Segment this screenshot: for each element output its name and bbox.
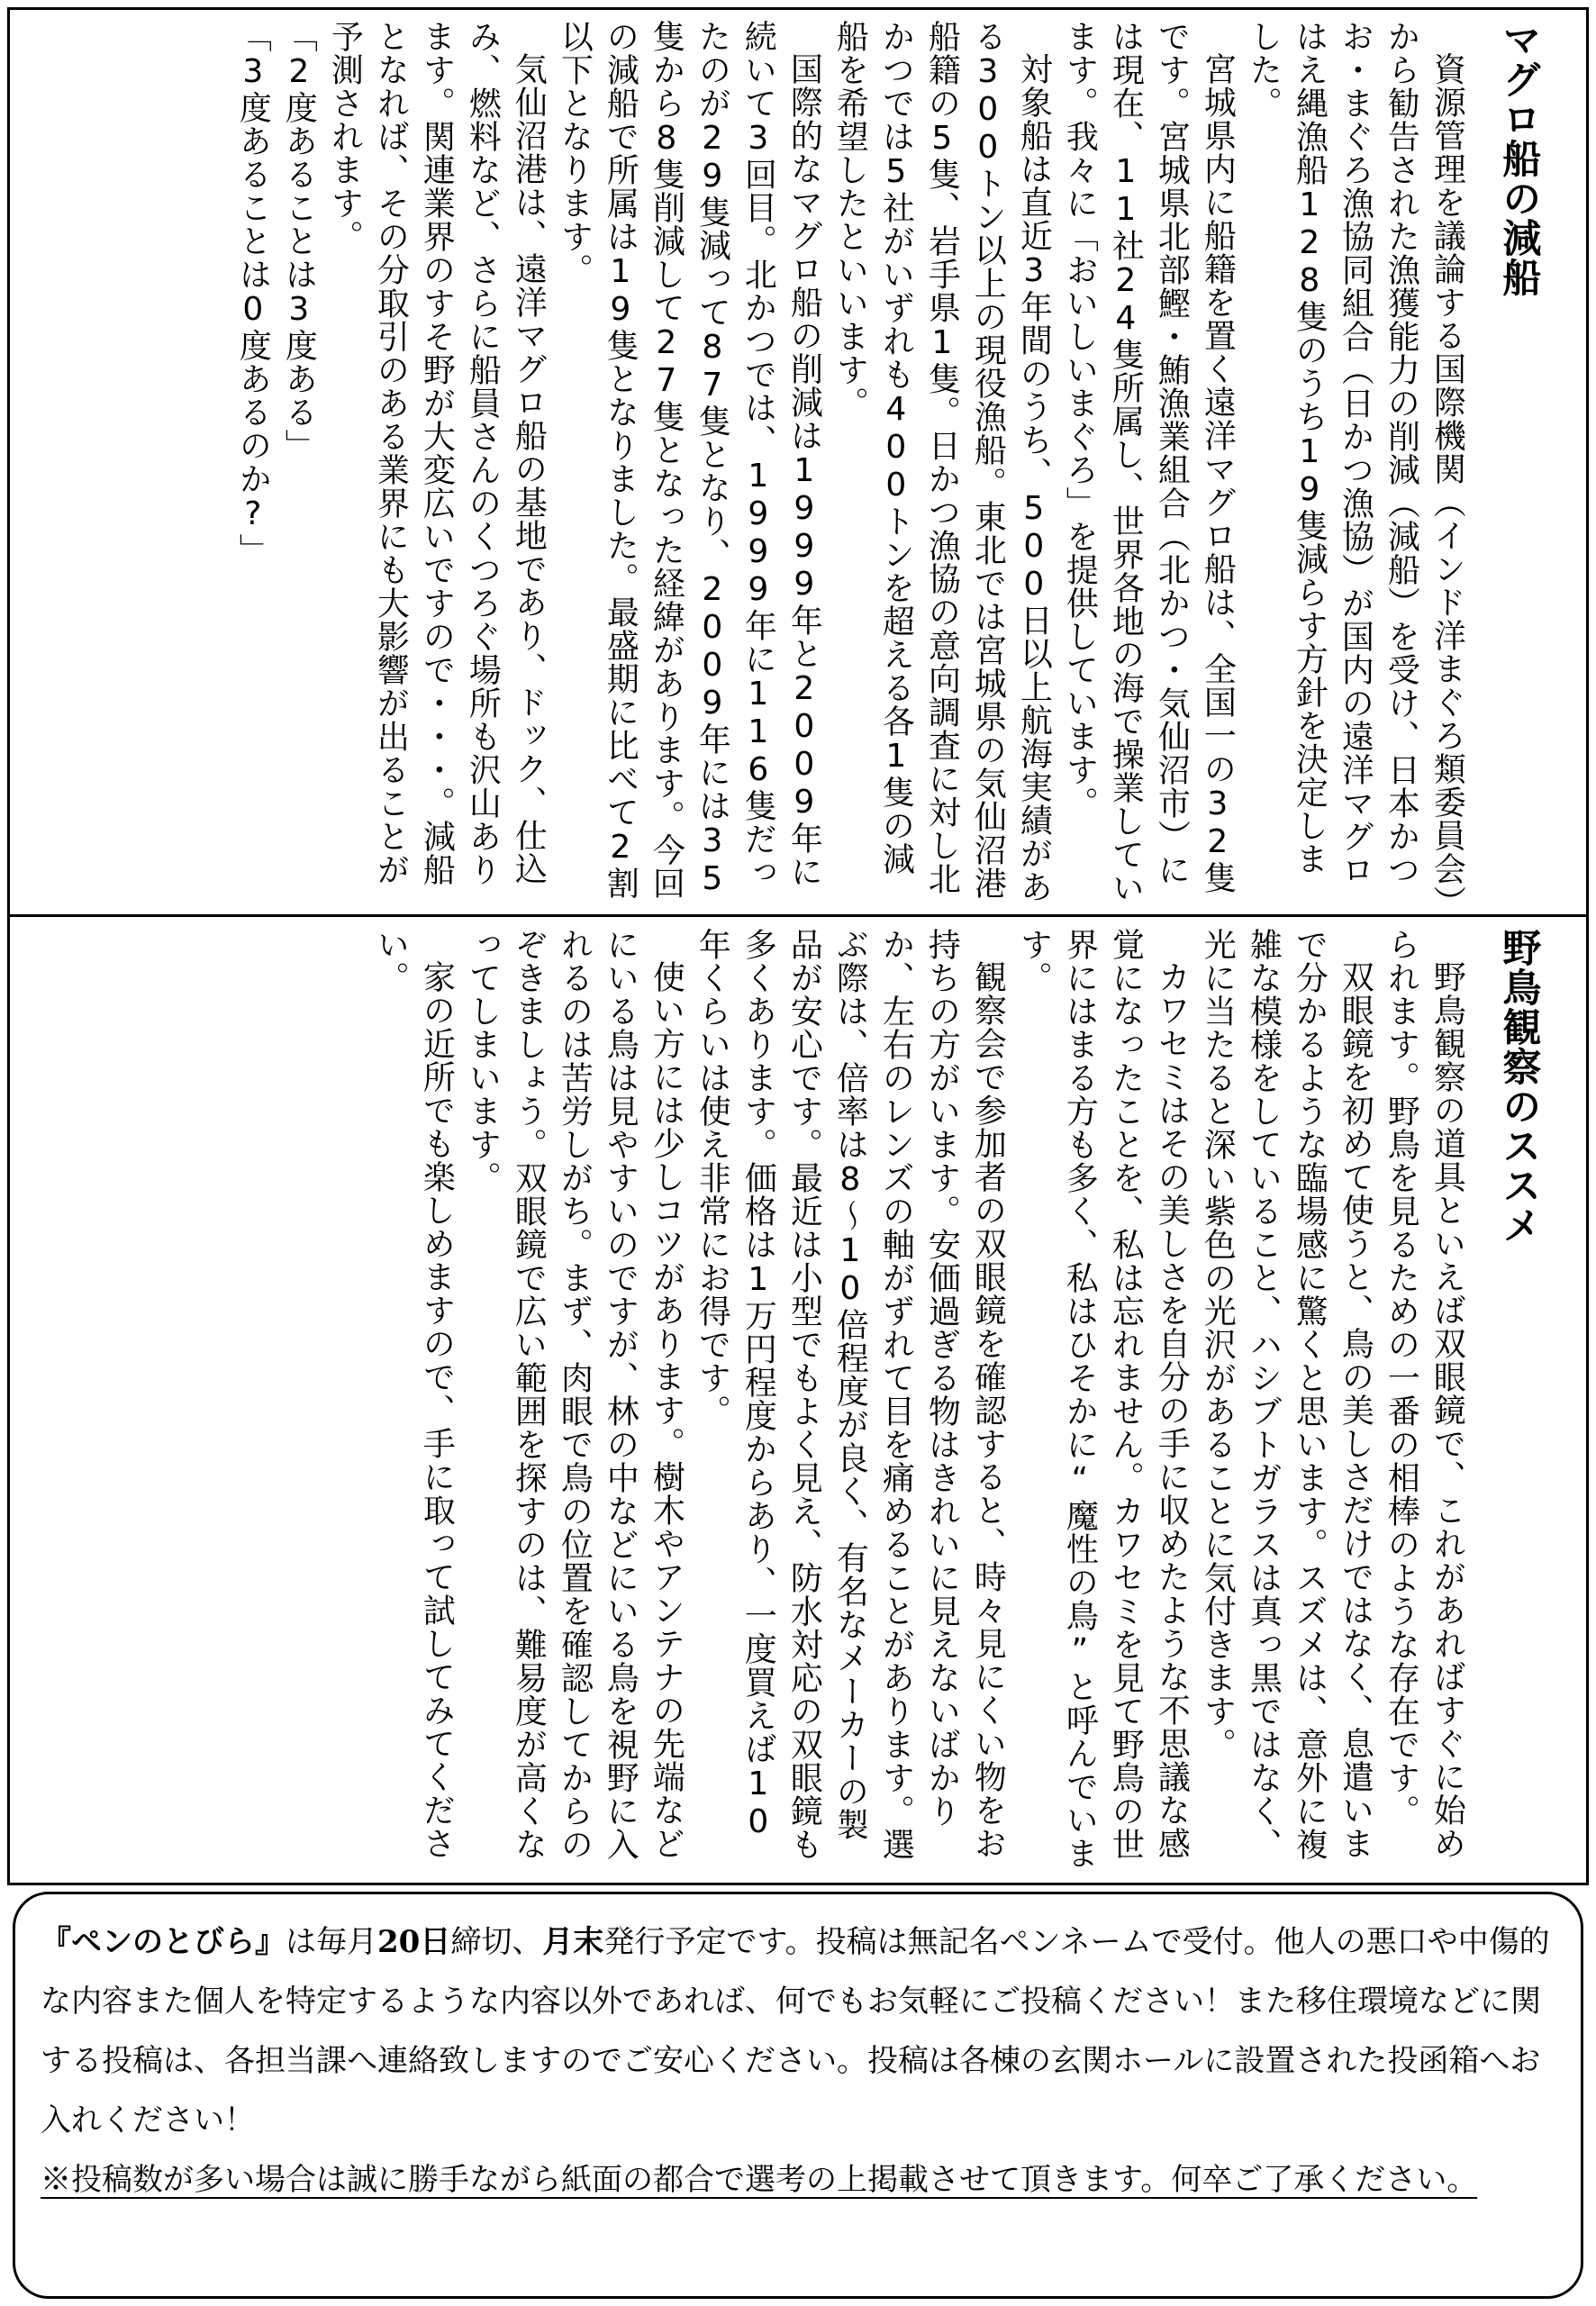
article-paragraph: 気仙沼港は、遠洋マグロ船の基地であり、ドック、仕込み、燃料など、さらに船員さんのくつろぐ場所も沢山あります。関連業界のすそ野が大変広いですので・・・。減船となれば、その分取引のある業界にも大影響が出ることが予測されます。 [326, 20, 548, 886]
month-end: 月末 [542, 1924, 604, 1960]
article-paragraph: 資源管理を議論する国際機関（インド洋まぐろ類委員会）から勧告された漁獲能力の削減（減船）を受け、日本かつお・まぐろ漁協同組合（日かつ漁協）が国内の遠洋マグロはえ縄漁船128隻のうち19隻減らす方針を決定しました。 [1245, 20, 1466, 903]
section-divider [7, 914, 1589, 917]
deadline-day: 20日 [377, 1924, 451, 1960]
article-paragraph: 野鳥観察の道具といえば双眼鏡で、これがあればすぐに始められます。野鳥を見るための一番の相棒のような存在です。 [1383, 928, 1466, 1860]
article-paragraph: 双眼鏡を初めて使うと、鳥の美しさだけではなく、息遣いまで分かるような臨場感に驚くと思います。スズメは、意外に複雑な模様をしていること、ハシブトガラスは真っ黒ではなく、光に当たると深い紫色の光沢があることに気付きます。 [1199, 928, 1374, 1861]
article-paragraph: 国際的なマグロ船の削減は1999年と2009年に続いて3回目。北かつでは、1999年に116隻だったのが29隻減って87隻となり、2009年には35隻から8隻削減して27隻となった経緯があります。今回の減船で所属は19隻となりました。最盛期に比べて2割以下となります。 [556, 20, 823, 900]
article-paragraph: 使い方には少しコツがあります。樹木やアンテナの先端などにいる鳥は見やすいのですが、林の中などにいる鳥を視野に入れるのは苦労しがち。まず、肉眼で鳥の位置を確認してからのぞきましょう。双眼鏡で広い範囲を探すのは、難易度が高くなってしまいます。 [464, 928, 685, 1861]
article-paragraph: 家の近所でも楽しめますので、手に取って試してみてください。 [372, 928, 456, 1860]
publication-name: 『ペンのとびら』 [41, 1924, 286, 1960]
article-quote: 「2度あることは3度ある」 [280, 20, 318, 462]
article-paragraph: 観察会で参加者の双眼鏡を確認すると、時々見にくい物をお持ちの方がいます。安価過ぎる物はきれいに見えないばかりか、左右のレンズの軸がずれて目を痛めることがあります。選ぶ際は、倍率は8～10倍程度が良く、有名なメーカーの製品が安心です。最近は小型でもよく見え、防水対応の双眼鏡も多くあります。価格は1万円程度からあり、一度買えば10年くらいは使え非常にお得です。 [694, 928, 1007, 1861]
notice-text: 『ペンのとびら』は毎月20日締切、月末発行予定です。投稿は無記名ペンネームで受付。他人の悪口や中傷的な内容また個人を特定するような内容以外であれば、何でもお気軽にご投稿ください！また移住環境などに関する投稿は、各担当課へ連絡致しますのでご安心ください。投稿は各棟の玄関ホールに設置された投函箱へお入れください！ [41, 1924, 1550, 2138]
article-tuna-boats [18, 20, 1576, 907]
notice-note: ※投稿数が多い場合は誠に勝手ながら紙面の都合で選考の上掲載させて頂きます。何卒ご了承ください。 [41, 2162, 1478, 2198]
article-paragraph: 対象船は直近3年間のうち、500日以上航海実績がある300トン以上の現役漁船。東北では宮城県の気仙沼港船籍の5隻、岩手県1隻。日かつ漁協の意向調査に対し北かつでは5社がいずれも400トンを超える各1隻の減船を希望したといいます。 [831, 20, 1053, 903]
article-title: 野鳥観察のススメ [1496, 928, 1542, 1245]
article-quote: 「3度あることは0度あるのか?」 [234, 20, 272, 567]
article-title: マグロ船の減船 [1496, 20, 1542, 297]
article-paragraph: カワセミはその美しさを自分の手に収めたような不思議な感覚になったことを、私は忘れません。カワセミを見て野鳥の世界にはまる方も多く、私はひそかに“魔性の鳥”と呼んでいます。 [1015, 928, 1191, 1870]
article-paragraph: 宮城県内に船籍を置く遠洋マグロ船は、全国一の32隻です。宮城県北部鰹・鮪漁業組合（北かつ・気仙沼市）には現在、11社24隻所属し、世界各地の海で操業しています。我々に「おいしいまぐろ」を提供しています。 [1061, 20, 1237, 904]
submission-notice-box [13, 1892, 1583, 2299]
article-bird-watching [18, 928, 1576, 1874]
